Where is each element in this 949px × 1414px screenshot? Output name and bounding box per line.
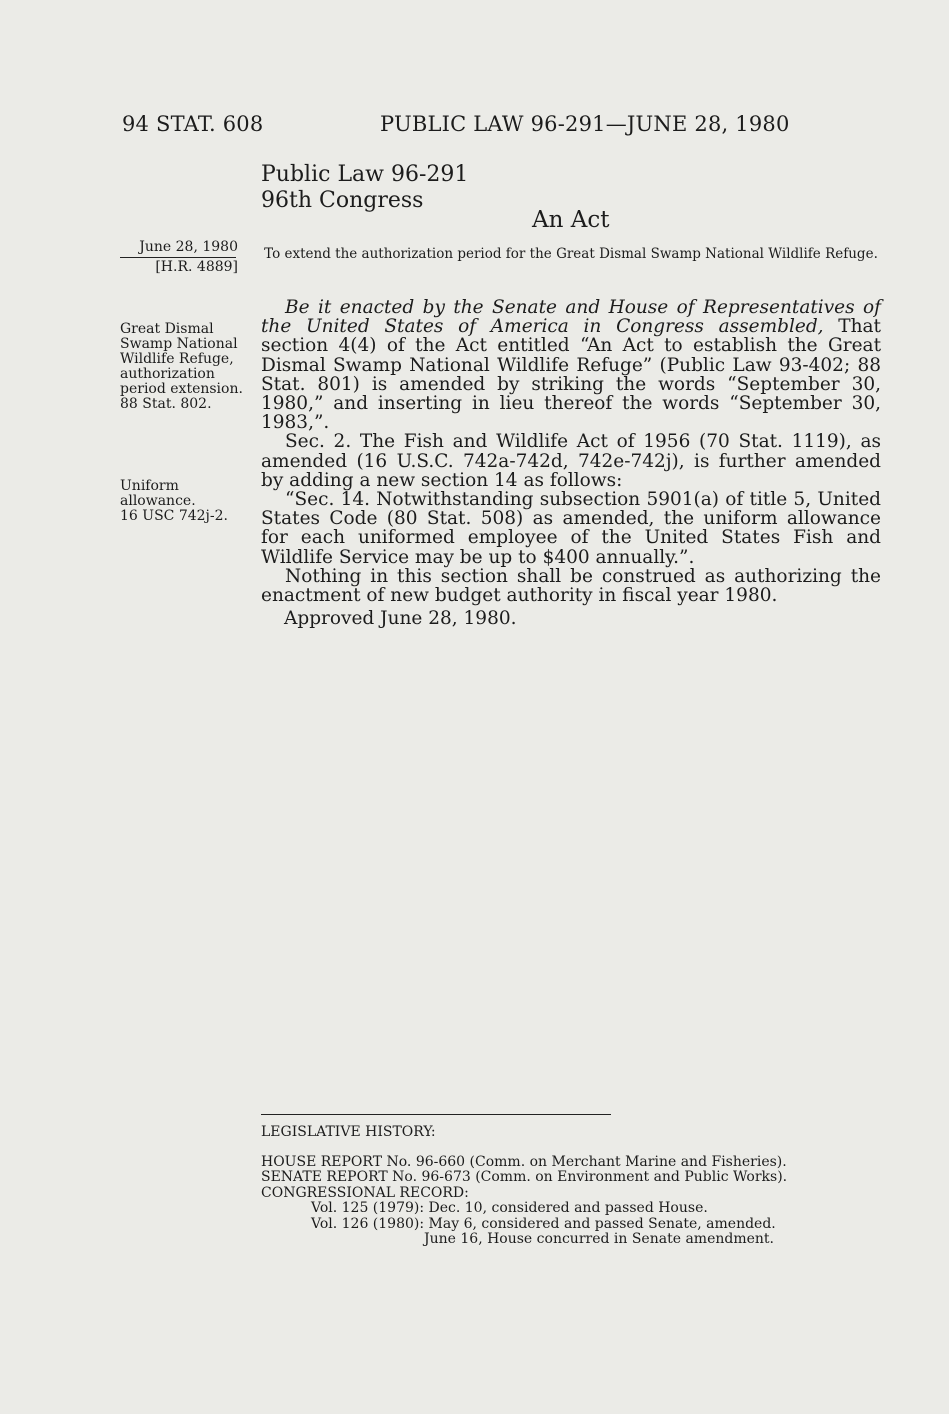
margin-note-refuge bbox=[120, 322, 243, 412]
budget-authority-clause: Nothing in this section shall be construed as authorizing the enactment of new budget authority in fiscal year 1980. bbox=[261, 565, 881, 607]
public-law-number: Public Law 96-291 bbox=[261, 162, 469, 187]
public-law-title bbox=[261, 162, 468, 214]
record-june-16: June 16, House concurred in Senate amendment. bbox=[424, 1231, 774, 1247]
senate-report: SENATE REPORT No. 96-673 (Comm. on Environment and Public Works). bbox=[261, 1169, 788, 1185]
act-body bbox=[261, 298, 881, 605]
margin-note-line: Wildlife Refuge, bbox=[120, 351, 234, 367]
page-stat-header: 94 STAT. 608 bbox=[122, 112, 264, 136]
act-purpose: To extend the authorization period for the Great Dismal Swamp National Wildlife Refuge. bbox=[264, 246, 878, 262]
date-divider bbox=[120, 257, 236, 258]
an-act-heading: An Act bbox=[532, 207, 610, 233]
margin-note-line: 16 USC 742j-2. bbox=[120, 508, 228, 524]
enacting-clause bbox=[261, 298, 881, 432]
section-one-text: That section 4(4) of the Act entitled “An Act to establish the Great Dismal Swamp National Wildlife Refuge” (Public Law 93-402; 88 Stat. 801) is amended by striking the words “September 30, 1980,” and inserting in lieu thereof the words “September 30, 1983,”. bbox=[261, 316, 881, 434]
margin-date-block bbox=[120, 240, 238, 275]
margin-note-line: allowance. bbox=[120, 493, 196, 509]
approval-line: Approved June 28, 1980. bbox=[284, 608, 517, 629]
enacting-formula: Be it enacted by the Senate and House of Representatives of the United States of America in Congress assembled, bbox=[261, 297, 881, 338]
margin-note-uniform bbox=[120, 479, 228, 524]
history-title: LEGISLATIVE HISTORY: bbox=[261, 1124, 436, 1140]
record-vol-125: Vol. 125 (1979): Dec. 10, considered and passed House. bbox=[311, 1200, 708, 1216]
margin-note-line: 88 Stat. 802. bbox=[120, 396, 212, 412]
legislative-history bbox=[261, 1125, 821, 1248]
section-two: Sec. 2. The Fish and Wildlife Act of 1956 (70 Stat. 1119), as amended (16 U.S.C. 742a-742d, 742e-742j), is further amended by adding a new section 14 as follows: bbox=[261, 431, 881, 491]
congress-label: 96th Congress bbox=[261, 188, 424, 213]
margin-note-line: Uniform bbox=[120, 478, 179, 494]
record-vol-126: Vol. 126 (1980): May 6, considered and passed Senate, amended. bbox=[311, 1215, 776, 1232]
margin-note-line: period extension. bbox=[120, 381, 243, 397]
congressional-record-label: CONGRESSIONAL RECORD: bbox=[261, 1184, 469, 1201]
history-divider bbox=[261, 1114, 611, 1115]
bill-number: [H.R. 4889] bbox=[155, 259, 238, 275]
enactment-date: June 28, 1980 bbox=[139, 239, 238, 255]
margin-note-line: Swamp National bbox=[120, 336, 238, 352]
margin-note-line: Great Dismal bbox=[120, 321, 214, 337]
house-report: HOUSE REPORT No. 96-660 (Comm. on Merchant Marine and Fisheries). bbox=[261, 1153, 787, 1170]
section-fourteen: “Sec. 14. Notwithstanding subsection 5901(a) of title 5, United States Code (80 Stat. 508) as amended, the uniform allowance for each uniformed employee of the United States Fish and Wildlife Service may be up to $400 annually.”. bbox=[261, 489, 881, 568]
public-law-header: PUBLIC LAW 96-291—JUNE 28, 1980 bbox=[380, 112, 790, 136]
margin-note-line: authorization bbox=[120, 366, 215, 382]
